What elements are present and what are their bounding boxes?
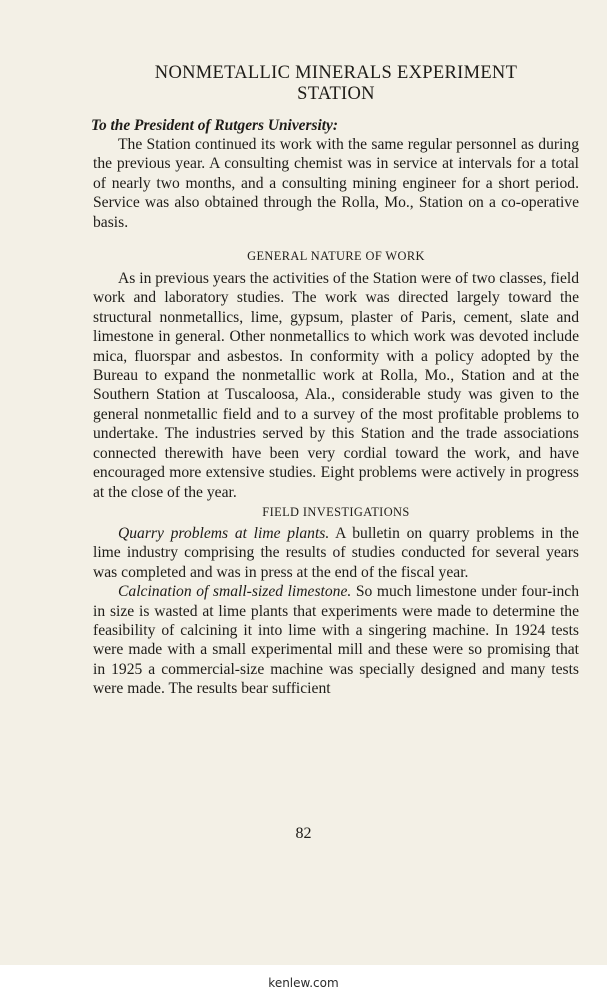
page-number: 82 <box>295 825 312 842</box>
calcination-subtitle: Calcination of small-sized limestone. <box>118 583 352 601</box>
quarry-text: A bulletin on quarry problems in the lime industry comprising the results of studies conducted for several years was completed and was in press at the end of the fiscal year. <box>93 524 579 581</box>
watermark: kenlew.com <box>268 976 339 990</box>
calcination-text: So much limestone under four-inch in size is wasted at lime plants that experiments were made to determine the feasibility of calcining it into lime with a singering machine. In 1924 tests were made with a small experimental mill and these were so promising that in 1925 a commercial-size machine was specially designed and many tests were made. The results bear sufficient <box>93 583 579 698</box>
calcination-paragraph <box>93 582 579 698</box>
title-line-1: NONMETALLIC MINERALS EXPERIMENT <box>154 63 518 83</box>
section-heading-general: GENERAL NATURE OF WORK <box>247 249 425 264</box>
title-line-2: STATION <box>297 84 375 104</box>
quarry-paragraph <box>93 524 579 582</box>
page-title <box>93 63 579 105</box>
section-heading-field: FIELD INVESTIGATIONS <box>262 504 410 519</box>
page-content <box>93 58 579 699</box>
quarry-subtitle: Quarry problems at lime plants. <box>118 524 330 542</box>
intro-paragraph: The Station continued its work with the same regular personnel as during the previous year. A consulting chemist was in service at intervals for a total of nearly two months, and a consulting mining engineer for a short period. Service was also obtained through the Rolla, Mo., Station on a co-operative basis. <box>93 136 579 231</box>
salutation: To the President of Rutgers University: <box>91 117 338 134</box>
general-paragraph: As in previous years the activities of the Station were of two classes, field work and laboratory studies. The work was directed largely toward the structural nonmetallics, lime, gypsum, plaster of Paris, cement, slate and limestone in general. Other nonmetallics to which work was devoted include mica, fluorspar and asbestos. In conformity with a policy adopted by the Bureau to expand the nonmetallic work at Rolla, Mo., Station and at the Southern Station at Tuscaloosa, Ala., considerable study was given to the general nonmetallic field and to a survey of the most profitable problems to undertake. The industries served by this Station and the trade associations connected therewith have been very cordial toward the work, and have encouraged more extensive studies. Eight problems were actively in progress at the close of the year. <box>93 270 579 501</box>
